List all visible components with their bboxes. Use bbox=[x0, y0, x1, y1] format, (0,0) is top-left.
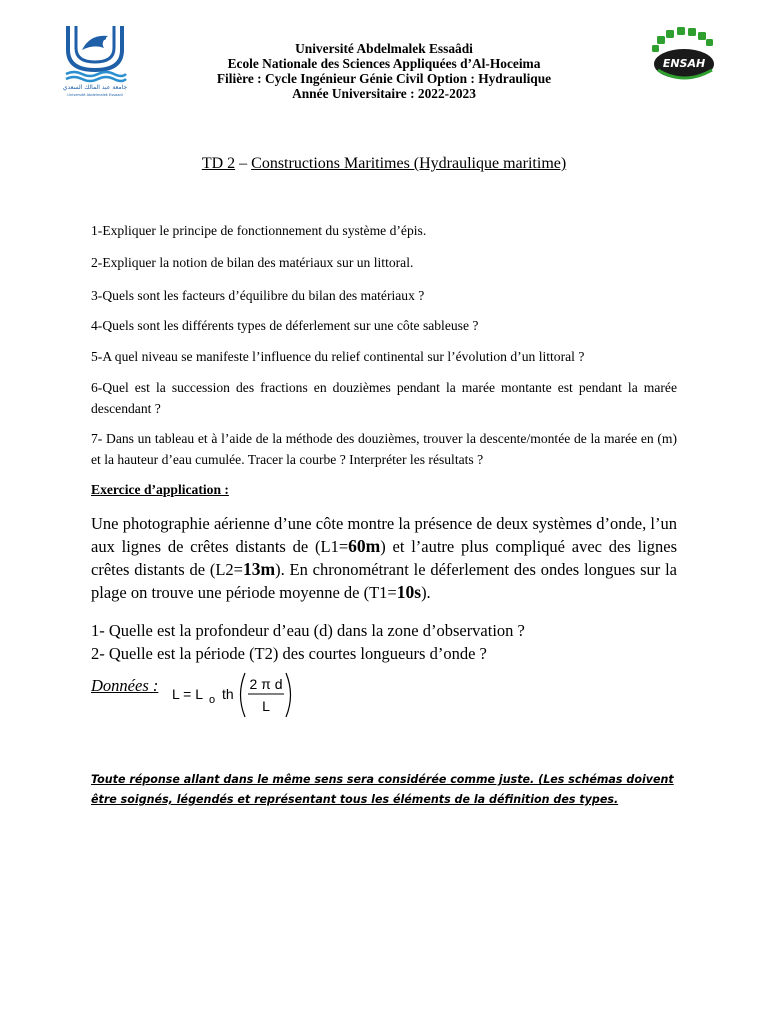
ensah-logo bbox=[646, 26, 722, 88]
question-6: 6-Quel est la succession des fractions en douzièmes pendant la marée montante est pendant la marée descendant ? bbox=[91, 380, 677, 416]
exercise-text-2: ) et l’autre plus compliqué avec des lignes crêtes distants de (L2= bbox=[91, 537, 677, 579]
logo-caption-fr: Université Abdelmalek Essaadi bbox=[67, 93, 123, 97]
question-1: 1-Expliquer le principe de fonctionnement du système d’épis. bbox=[91, 223, 427, 238]
formula-numerator: 2 π d bbox=[249, 676, 283, 692]
school-name: Ecole Nationale des Sciences Appliquées d’Al-Hoceima bbox=[227, 56, 541, 71]
question-4: 4-Quels sont les différents types de déferlement sur une côte sableuse ? bbox=[91, 318, 479, 333]
donnees-label: Données : bbox=[91, 676, 159, 695]
program-name: Filière : Cycle Ingénieur Génie Civil Option : Hydraulique bbox=[216, 71, 552, 86]
exercise-question-1: 1- Quelle est la profondeur d’eau (d) dans la zone d’observation ? bbox=[91, 621, 525, 640]
page-title bbox=[0, 154, 768, 174]
question-2: 2-Expliquer la notion de bilan des matériaux sur un littoral. bbox=[91, 255, 414, 270]
grading-note: Toute réponse allant dans le même sens sera considérée comme juste. (Les schémas doivent être soignés, légendés et représentant tous les éléments de la définition des types. bbox=[91, 773, 674, 806]
exercise-text-1: Une photographie aérienne d’une côte montre la présence de deux systèmes d’onde, l’un aux lignes de crêtes distants de (L1= bbox=[91, 514, 677, 556]
wavelength-formula bbox=[168, 670, 292, 720]
question-7: 7- Dans un tableau et à l’aide de la méthode des douzièmes, trouver la descente/montée de la marée en (m) et la hauteur d’eau cumulée. Tracer la courbe ? Interpréter les résultats ? bbox=[91, 431, 677, 467]
formula-lhs: L = L bbox=[172, 686, 204, 702]
formula-left-paren bbox=[241, 673, 246, 717]
university-name: Université Abdelmalek Essaâdi bbox=[295, 41, 473, 56]
question-3: 3-Quels sont les facteurs d’équilibre du bilan des matériaux ? bbox=[91, 288, 425, 303]
value-t1: 10s bbox=[396, 582, 422, 602]
document-header bbox=[140, 41, 628, 101]
title-dash: – bbox=[235, 155, 252, 172]
exercise-statement bbox=[91, 512, 677, 604]
academic-year: Année Universitaire : 2022-2023 bbox=[292, 86, 476, 101]
ensah-logo-text: ENSAH bbox=[662, 57, 706, 70]
exercise-text-3: ). En chronométrant le déferlement des ondes longues sur la plage on trouve une période moyenne de (T1= bbox=[91, 560, 678, 602]
title-subject: Constructions Maritimes (Hydraulique maritime) bbox=[251, 155, 567, 172]
exercise-question-2: 2- Quelle est la période (T2) des courtes longueurs d’onde ? bbox=[91, 644, 487, 663]
formula-th: th bbox=[222, 686, 234, 702]
value-l2: 13m bbox=[243, 559, 276, 579]
value-l1: 60m bbox=[348, 536, 381, 556]
title-td: TD 2 bbox=[201, 155, 236, 172]
exercise-text-4: ). bbox=[421, 583, 431, 602]
formula-subscript: o bbox=[209, 694, 216, 706]
formula-right-paren bbox=[286, 673, 291, 717]
exercise-heading: Exercice d’application : bbox=[91, 482, 229, 497]
logo-caption-ar: جامعة عبد المالك السعدي bbox=[62, 84, 128, 91]
formula-denominator: L bbox=[262, 698, 270, 714]
university-logo bbox=[60, 20, 130, 98]
question-5: 5-A quel niveau se manifeste l’influence du relief continental sur l’évolution d’un littoral ? bbox=[91, 349, 585, 364]
